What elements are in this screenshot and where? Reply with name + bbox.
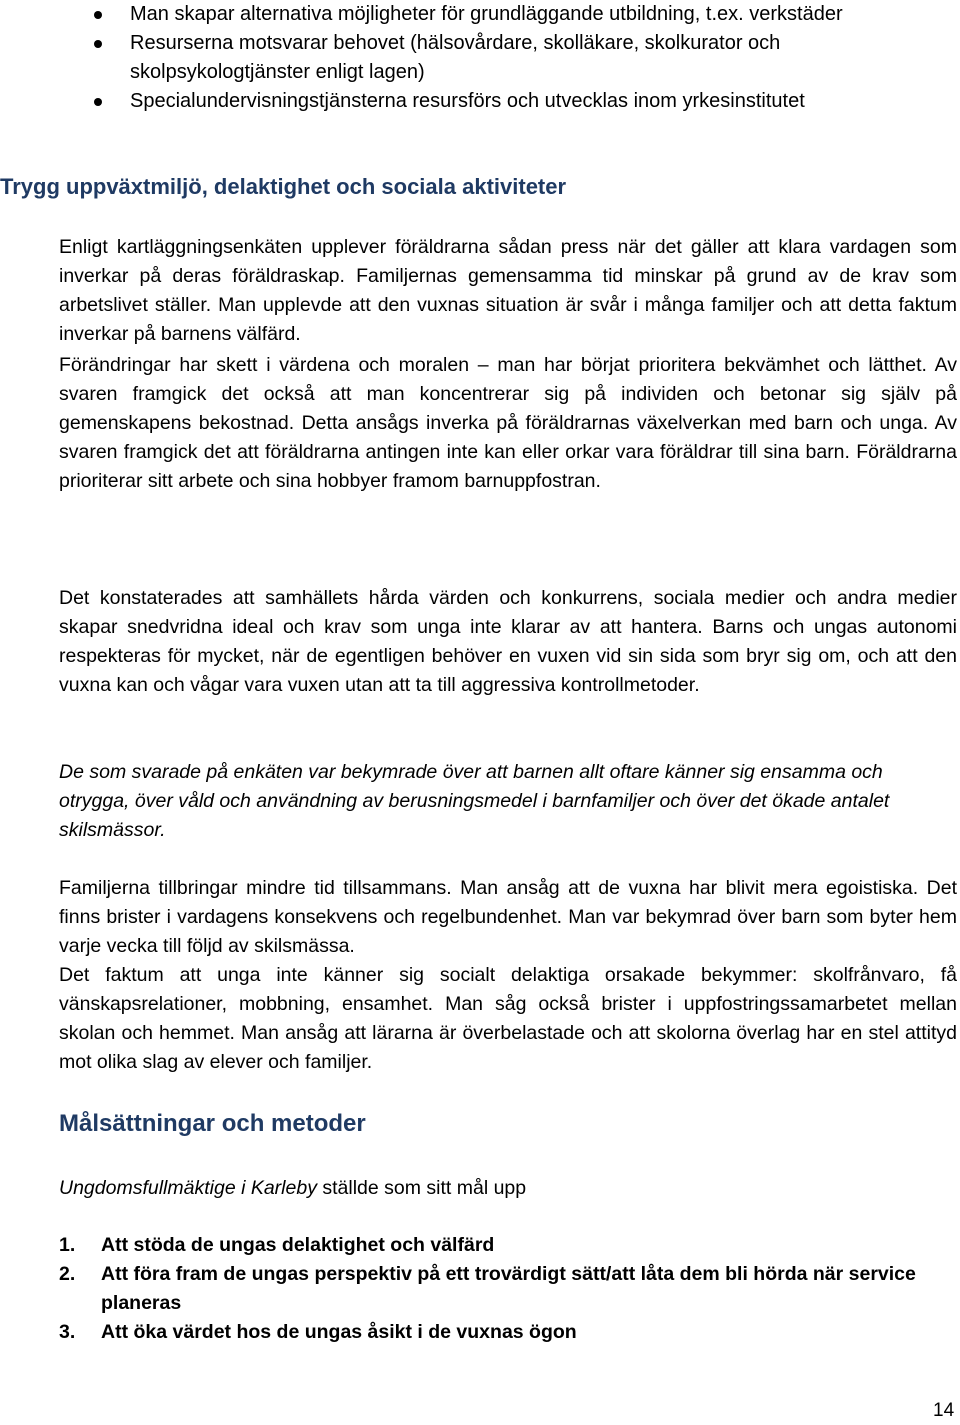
- goal-text: Att föra fram de ungas perspektiv på ett trovärdigt sätt/att låta dem bli hörda när service planeras: [101, 1263, 916, 1314]
- organisation-name: Ungdomsfullmäktige i Karleby: [59, 1177, 317, 1199]
- bullet-icon: [94, 40, 102, 48]
- bullet-list: [0, 0, 960, 116]
- goals-list: [59, 1231, 939, 1347]
- section-heading: Trygg uppväxtmiljö, delaktighet och sociala aktiviteter: [0, 174, 567, 199]
- goal-text: Att stöda de ungas delaktighet och välfärd: [101, 1234, 495, 1256]
- bullet-item: Man skapar alternativa möjligheter för grundläggande utbildning, t.ex. verkstäder: [0, 0, 960, 29]
- goal-text: Att öka värdet hos de ungas åsikt i de vuxnas ögon: [101, 1321, 577, 1343]
- page-number: 14: [933, 1400, 955, 1421]
- goal-number: 2.: [59, 1263, 76, 1285]
- bullet-item: Resurserna motsvarar behovet (hälsovårdare, skolläkare, skolkurator och skolpsykologtjänster enligt lagen): [0, 29, 960, 87]
- paragraph-families: Familjerna tillbringar mindre tid tillsammans. Man ansåg att de vuxna har blivit mera egoistiska. Det finns brister i vardagens konsekvens och regelbundenhet. Man var bekymrad över barn som byter hem varje vecka till följd av skilsmässa.: [59, 877, 957, 957]
- paragraph-concerns: De som svarade på enkäten var bekymrade över att barnen allt oftare känner sig ensamma och otrygga, över våld och användning av berusningsmedel i barnfamiljer och över det ökade antalet skilsmässor.: [59, 761, 890, 841]
- paragraph-society: Det konstaterades att samhällets hårda värden och konkurrens, sociala medier och andra medier skapar snedvridna ideal och krav som unga inte klarar av att hantera. Barns och ungas autonomi respekteras för mycket, när de egentligen behöver en vuxen vid sin sida som bryr sig om, och att den vuxna kan och vågar vara vuxen utan att ta till aggressiva kontrollmetoder.: [59, 587, 957, 696]
- goals-intro-text: ställde som sitt mål upp: [316, 1177, 527, 1199]
- bullet-item: Specialundervisningstjänsterna resursförs och utvecklas inom yrkesinstitutet: [0, 87, 960, 116]
- bullet-icon: [94, 11, 102, 19]
- goal-item: [59, 1231, 939, 1260]
- goals-intro: [59, 1174, 957, 1203]
- paragraph-values: Förändringar har skett i värdena och moralen – man har börjat prioritera bekvämhet och lätthet. Av svaren framgick det också att man koncentrerar sig på individen och betonar sig själv på gemenskapens bekostnad. Detta ansågs inverka på föräldrarnas växelverkan med barn och unga. Av svaren framgick det att föräldrarna antingen inte kan eller orkar vara föräldrar till sina barn. Föräldrarna prioriterar sitt arbete och sina hobbyer framom barnuppfostran.: [59, 354, 957, 492]
- goals-heading: Målsättningar och metoder: [59, 1110, 366, 1137]
- paragraph-participation: Det faktum att unga inte känner sig socialt delaktiga orsakade bekymmer: skolfrånvaro, få vänskapsrelationer, mobbning, ensamhet. Man såg också brister i uppfostringssamarbetet mellan skolan och hemmet. Man ansåg att lärarna är överbelastade och att skolorna överlag har en stel attityd mot olika slag av elever och familjer.: [59, 964, 957, 1073]
- goal-number: 3.: [59, 1321, 76, 1343]
- goal-item: [59, 1260, 939, 1318]
- goal-number: 1.: [59, 1234, 76, 1256]
- bullet-icon: [94, 98, 102, 106]
- paragraph-press: Enligt kartläggningsenkäten upplever föräldrarna sådan press när det gäller att klara vardagen som inverkar på deras föräldraskap. Familjernas gemensamma tid minskar på grund av de krav som arbetslivet ställer. Man upplevde att den vuxnas situation är svår i många familjer och att detta faktum inverkar på barnens välfärd.: [59, 236, 957, 345]
- goal-item: [59, 1318, 939, 1347]
